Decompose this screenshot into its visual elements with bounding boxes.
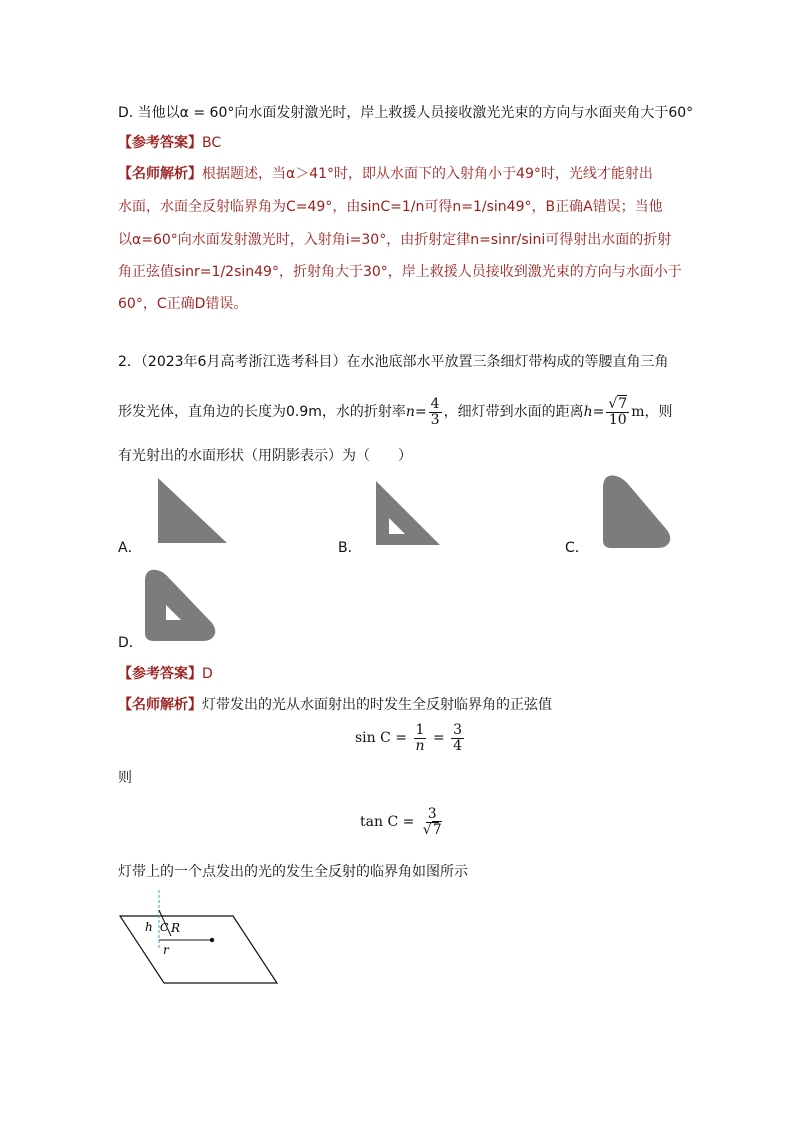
option-d-shape[interactable] — [142, 565, 222, 645]
label-c: C — [160, 921, 169, 934]
option-d-text: D. 当他以α = 60°向水面发射激光时，岸上救援人员接收激光光束的方向与水面夹角大于60° — [118, 105, 694, 121]
answer-tag: 【参考答案】 — [118, 135, 202, 151]
critical-angle-figure — [115, 888, 285, 988]
answer-value-2: D — [202, 666, 213, 682]
option-b-shape[interactable] — [373, 478, 443, 548]
eq2-lhs: tan C = — [360, 814, 415, 830]
prev-analysis-line-4: 角正弦值sinr=1/2sin49°，折射角大于30°，岸上救援人员接收到激光束的方向与水面小于 — [118, 264, 682, 280]
label-h: h — [145, 920, 153, 934]
analysis-text: 根据题述，当α＞41°时，即从水面下的入射角小于49°时，光线才能射出 — [202, 166, 653, 182]
option-a-label[interactable]: A． — [118, 540, 142, 556]
option-b-label[interactable]: B． — [338, 540, 362, 556]
h-unit: m — [631, 404, 645, 420]
n-numerator: 4 — [430, 395, 440, 412]
label-R: R — [171, 921, 181, 935]
q2-answer-row — [118, 664, 213, 684]
water-surface-plane — [120, 916, 277, 983]
prev-analysis-line-5: 60°，C正确D错误。 — [118, 296, 248, 312]
analysis-tag: 【名师解析】 — [118, 166, 202, 182]
h-denominator: 10 — [608, 411, 627, 428]
n-denominator: 3 — [430, 411, 440, 428]
q2-analysis-row — [118, 695, 552, 715]
prev-analysis-line-1 — [118, 164, 653, 184]
q2-line-2 — [118, 394, 672, 430]
equation-sin-c — [355, 720, 466, 756]
prev-analysis-line-2: 水面，水面全反射临界角为C=49°，由sinC=1/n可得n=1/sin49°，B正确A错误；当他 — [118, 199, 663, 215]
eq1-frac-1: $\frac{1}{n}$ — [415, 721, 425, 754]
eq1-lhs: sin C = — [355, 730, 408, 746]
h-fraction — [606, 397, 629, 428]
analysis-tag-2: 【名师解析】 — [118, 697, 202, 713]
answer-tag-2: 【参考答案】 — [118, 666, 202, 682]
q2-line-2-a: 形发光体，直角边的长度为0.9m，水的折射率 — [118, 404, 406, 420]
option-c-shape[interactable] — [597, 468, 677, 553]
analysis-text-2: 灯带发出的光从水面射出的时发生全反射临界角的正弦值 — [202, 697, 552, 713]
q2-line-1: 2．（2023年6月高考浙江选考科目）在水池底部水平放置三条细灯带构成的等腰直角三角 — [118, 354, 669, 370]
answer-value: BC — [202, 135, 222, 151]
prev-answer-row — [118, 133, 221, 153]
q2-line-2-b: ，细灯带到水面的距离 — [443, 404, 584, 420]
prev-analysis-line-3: 以α=60°向水面发射激光时，入射角i=30°，由折射定律n=sinr/sini可得射出水面的折射 — [118, 232, 672, 248]
equation-tan-c — [360, 802, 446, 842]
n-fraction — [429, 397, 442, 428]
q2-line-2-c: ，则 — [644, 404, 673, 420]
eq1-mid: = — [432, 730, 445, 746]
eq1-frac-2: $\frac{3}{4}$ — [453, 721, 463, 754]
equals-sign: = — [414, 404, 427, 420]
option-c-label[interactable]: C． — [565, 540, 589, 556]
option-a-shape[interactable] — [155, 475, 230, 545]
then-text: 则 — [118, 770, 132, 786]
option-d-label[interactable]: D． — [118, 635, 143, 651]
equals-sign-2: = — [592, 404, 605, 420]
h-numerator: √7 — [608, 395, 628, 412]
eq2-frac: $\frac{3}{√7}$ — [422, 805, 442, 838]
q2-line-3: 有光射出的水面形状（用阴影表示）为（ ） — [118, 448, 412, 464]
n-variable: n — [405, 404, 415, 420]
label-r: r — [163, 943, 169, 957]
source-point — [210, 938, 214, 942]
figure-caption: 灯带上的一个点发出的光的发生全反射的临界角如图所示 — [118, 864, 468, 880]
h-variable: h — [583, 404, 593, 420]
